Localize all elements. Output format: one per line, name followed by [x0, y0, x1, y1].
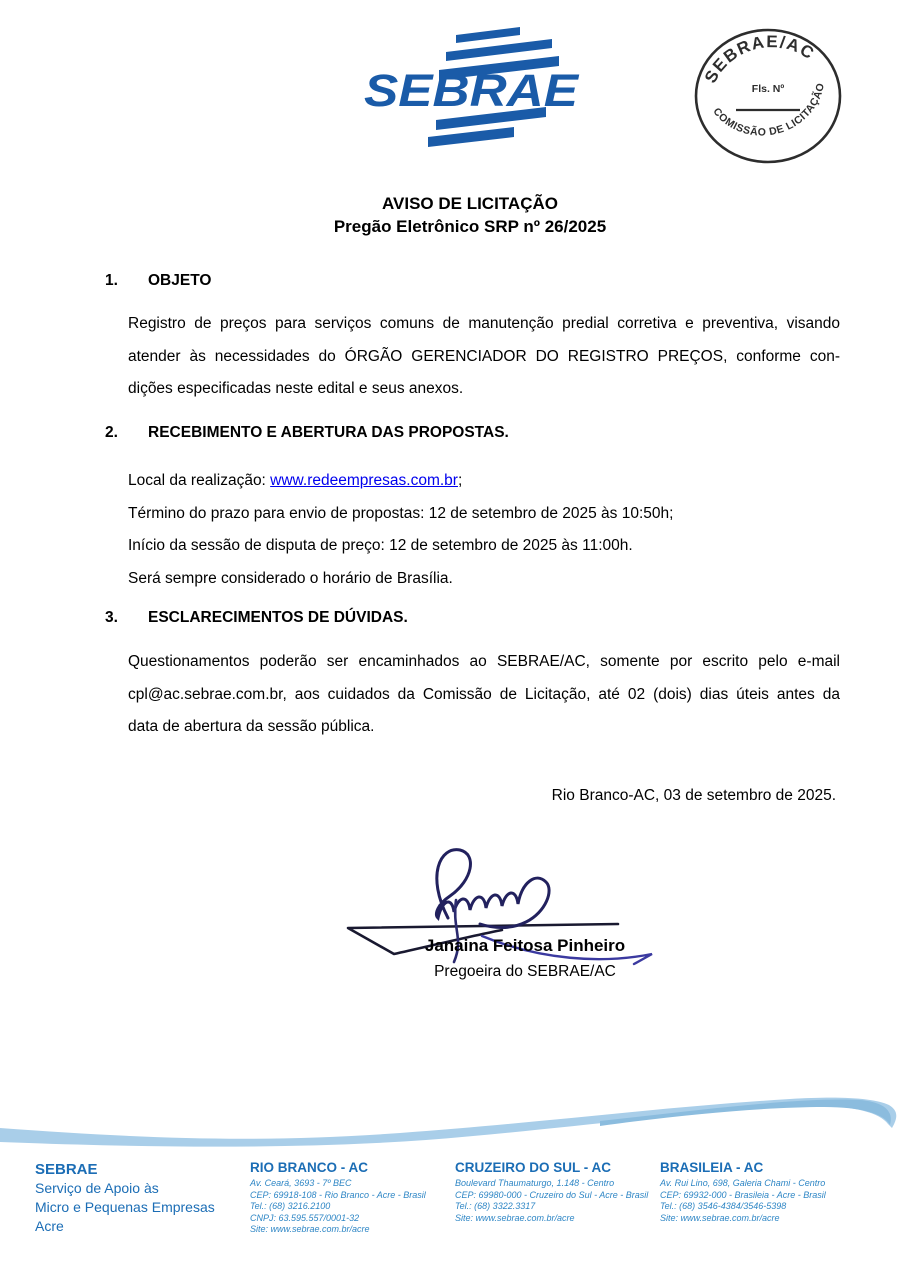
- svg-text:SEBRAE/AC: [694, 26, 822, 90]
- stamp-committee-text: COMISSÃO DE LICITAÇÃO: [710, 81, 827, 139]
- office-address: [250, 1178, 455, 1236]
- text-line: Site: www.sebrae.com.br/acre: [455, 1212, 575, 1223]
- text-line: Acre: [35, 1218, 64, 1234]
- office-city: RIO BRANCO - AC: [250, 1160, 368, 1175]
- text-line: CEP: 69932-000 - Brasileia - Acre - Brasil: [660, 1189, 826, 1200]
- section-1-heading: [105, 272, 845, 290]
- text-line: Serviço de Apoio às: [35, 1180, 159, 1196]
- office-address: [455, 1178, 660, 1224]
- sebrae-logo-graphic: [340, 20, 610, 155]
- footer-org-block: [35, 1160, 247, 1236]
- section-3-number: 3.: [105, 609, 118, 626]
- text-line: Registro de preços para serviços comuns de manutenção predial corretiva e preventiva, visando: [128, 315, 840, 332]
- section-2-body: [128, 465, 840, 595]
- logo-stripe-bottom-2: [428, 127, 514, 147]
- text-line: cpl@ac.sebrae.com.br, aos cuidados da Comissão de Licitação, até 02 (dois) dias úteis antes da: [128, 685, 840, 703]
- footer-org-description: [35, 1179, 247, 1236]
- redeempresas-link[interactable]: www.redeempresas.com.br: [270, 472, 458, 489]
- local-label: Local da realização:: [128, 472, 271, 489]
- text-line: Site: www.sebrae.com.br/acre: [660, 1212, 780, 1223]
- text-line: data de abertura da sessão pública.: [128, 718, 375, 735]
- text-line: dições especificadas neste edital e seus anexos.: [128, 380, 464, 397]
- doc-title-line2: Pregão Eletrônico SRP nº 26/2025: [333, 217, 607, 236]
- date-line: Rio Branco-AC, 03 de setembro de 2025.: [551, 787, 836, 804]
- office-city: CRUZEIRO DO SUL - AC: [455, 1160, 612, 1175]
- logo-stripe-top-1: [456, 27, 520, 43]
- section-2-title: RECEBIMENTO E ABERTURA DAS PROPOSTAS.: [148, 424, 509, 441]
- section-1-number: 1.: [105, 272, 118, 289]
- text-line: Tel.: (68) 3322.3317: [455, 1201, 536, 1211]
- text-line: CEP: 69918-108 - Rio Branco - Acre - Brasil: [250, 1189, 426, 1200]
- stamp-org-text: SEBRAE/AC: [700, 32, 819, 87]
- signature-scribble: [437, 850, 550, 928]
- text-line: Tel.: (68) 3216.2100: [250, 1201, 331, 1211]
- text-line: Micro e Pequenas Empresas: [35, 1199, 215, 1215]
- licitacao-stamp: [692, 26, 844, 166]
- session-start-line: Início da sessão de disputa de preço: 12 de setembro de 2025 às 11:00h.: [128, 537, 633, 554]
- text-line: atender às necessidades do ÓRGÃO GERENCIADOR DO REGISTRO PREÇOS, conforme con-: [128, 347, 840, 365]
- section-3-heading: [105, 609, 845, 627]
- text-line: Tel.: (68) 3546-4384/3546-5398: [660, 1201, 787, 1211]
- section-1-paragraph: [128, 308, 840, 406]
- footer-org-name: SEBRAE: [35, 1161, 98, 1178]
- local-suffix: ;: [457, 472, 463, 489]
- stamp-fls-label: Fls. Nº: [751, 83, 785, 95]
- text-line: CNPJ: 63.595.557/0001-32: [250, 1212, 360, 1223]
- text-line: Questionamentos poderão ser encaminhados ao SEBRAE/AC, somente por escrito pelo e-mail: [128, 653, 840, 670]
- logo-wordmark: SEBRAE: [364, 65, 581, 116]
- stamp-graphic: [692, 26, 844, 166]
- signatory-role: Pregoeira do SEBRAE/AC: [434, 963, 616, 980]
- text-line: Site: www.sebrae.com.br/acre: [250, 1224, 370, 1234]
- signatory-name: Janaina Feitosa Pinheiro: [424, 936, 626, 955]
- footer-office-rio-branco: [250, 1160, 455, 1236]
- deadline-line: Término do prazo para envio de propostas: 12 de setembro de 2025 às 10:50h;: [128, 504, 674, 522]
- document-title-block: [40, 192, 900, 238]
- footer-wave: [0, 1085, 900, 1170]
- text-line: CEP: 69980-000 - Cruzeiro do Sul - Acre - Brasil: [455, 1189, 649, 1200]
- footer-office-brasileia: [660, 1160, 875, 1224]
- section-2-heading: [105, 424, 845, 442]
- office-city: BRASILEIA - AC: [660, 1160, 764, 1175]
- text-line: Av. Ceará, 3693 - 7º BEC: [250, 1178, 352, 1188]
- text-line: Av. Rui Lino, 698, Galeria Chami - Centro: [660, 1178, 826, 1188]
- section-1-title: OBJETO: [148, 272, 212, 289]
- sebrae-logo: [340, 20, 610, 155]
- office-address: [660, 1178, 875, 1224]
- timezone-line: Será sempre considerado o horário de Brasília.: [128, 569, 453, 587]
- footer-wave-graphic: [0, 1085, 900, 1170]
- section-3-paragraph: [128, 646, 840, 744]
- text-line: Boulevard Thaumaturgo, 1.148 - Centro: [455, 1178, 615, 1188]
- logo-stripe-top-2: [446, 39, 552, 61]
- section-2-number: 2.: [105, 424, 118, 441]
- section-3-title: ESCLARECIMENTOS DE DÚVIDAS.: [148, 609, 408, 626]
- footer-office-cruzeiro-do-sul: [455, 1160, 660, 1224]
- local-line: [128, 465, 840, 498]
- doc-title-line1: AVISO DE LICITAÇÃO: [382, 194, 558, 213]
